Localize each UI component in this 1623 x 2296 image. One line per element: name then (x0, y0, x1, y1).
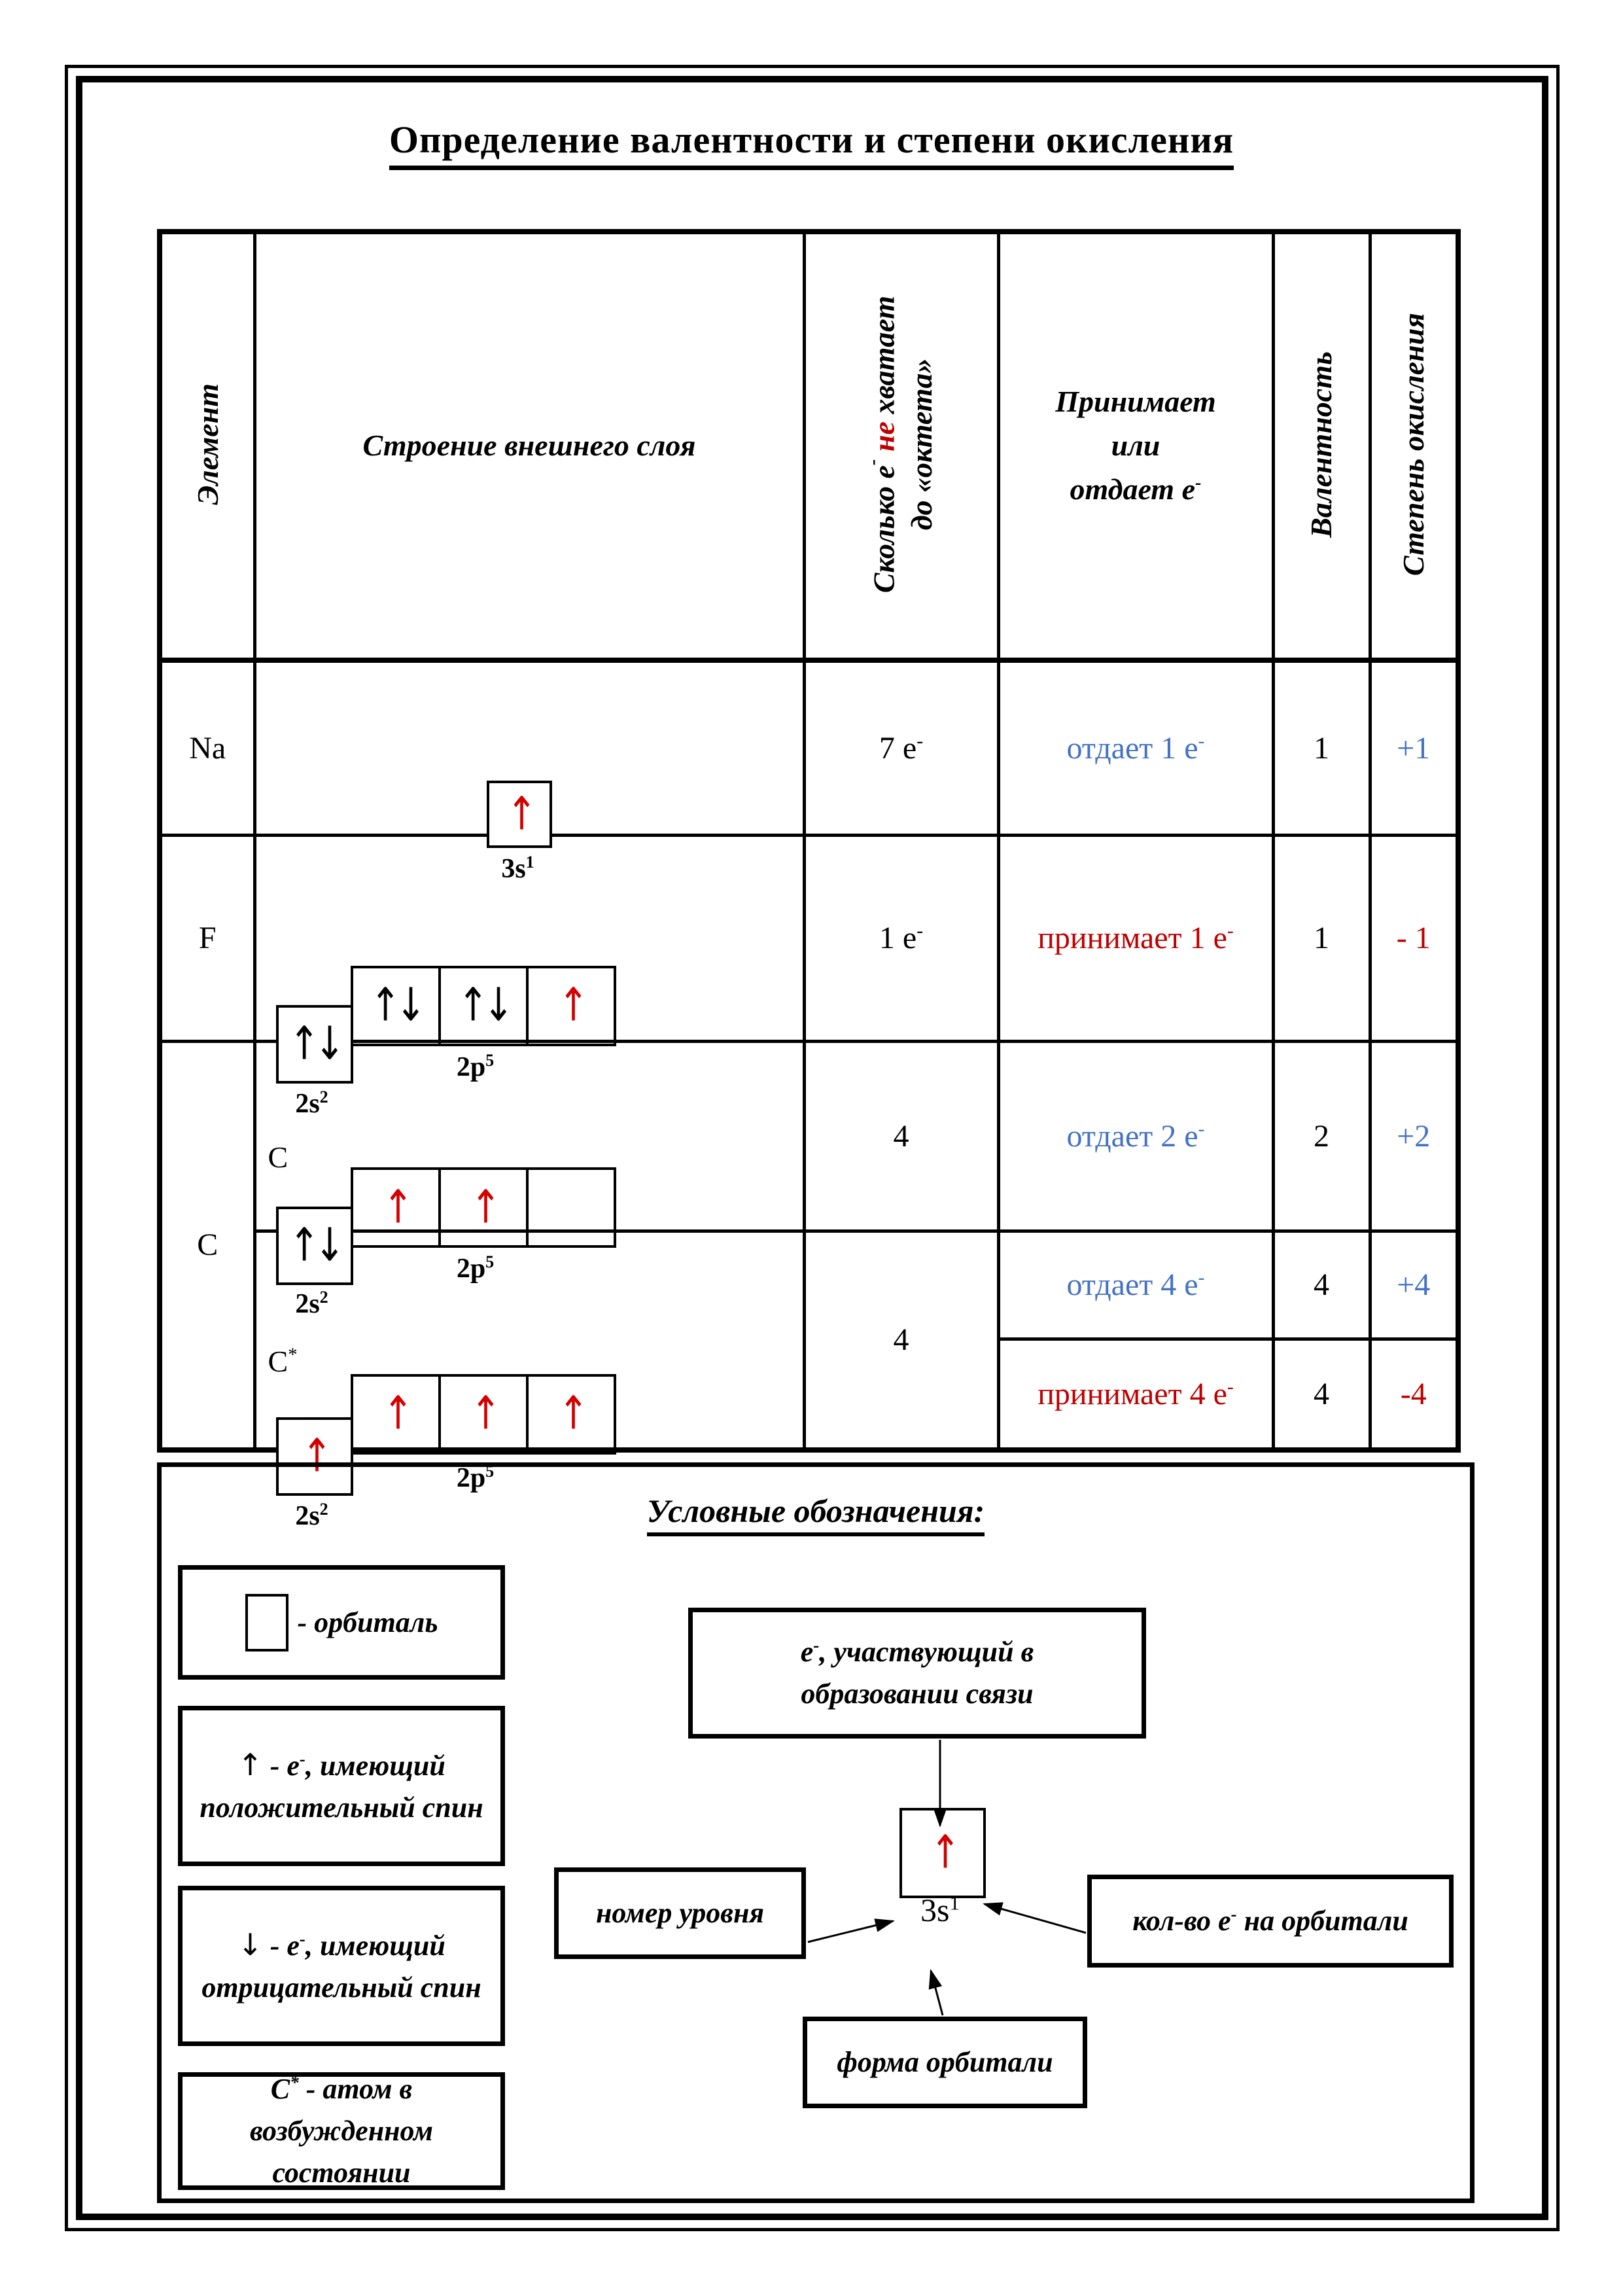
na-missing: 7 е- (804, 660, 998, 835)
na-structure (254, 660, 804, 885)
cx-action-give: отдает 4 е- (998, 1231, 1273, 1339)
header-structure: Строение внешнего слоя (254, 232, 804, 660)
spin-pair-icon: ↑↓ (288, 1017, 340, 1070)
f-p-label: $2p^5$ (456, 1050, 495, 1082)
legend-item-positive-spin: ↑ - е-, имеющий положительный спин (178, 1706, 505, 1866)
f-valence: 1 (1273, 835, 1370, 1041)
cx-state-label: C* (268, 1344, 298, 1378)
header-missing: Сколько е- не хватает до «октета» (804, 232, 998, 660)
p-orbital-group (351, 1374, 616, 1455)
page-title: Определение валентности и степени окисления (0, 118, 1623, 170)
header-valence: Валентность (1273, 232, 1370, 660)
spin-up-icon: ↑ (558, 978, 584, 1032)
c-p-label: $2p^5$ (456, 1252, 495, 1284)
header-element: Элемент (160, 232, 254, 660)
orbital-box (351, 966, 441, 1046)
orbital-box (351, 1167, 441, 1248)
orbital-box (487, 781, 552, 848)
legend-title: Условные обозначения: (162, 1492, 1470, 1536)
p-orbital-group (351, 1167, 616, 1248)
orbital-box (351, 1374, 441, 1455)
cx-action-take: принимает 4 е- (998, 1339, 1273, 1450)
legend-electron-count-box: кол-во е- на орбитали (1087, 1875, 1454, 1968)
na-orbital-label: $3s^1$ (501, 853, 534, 885)
orbital-box (438, 1167, 529, 1248)
na-element: Na (160, 660, 254, 835)
f-action: принимает 1 е- (998, 835, 1273, 1041)
cx-valence-give: 4 (1273, 1231, 1370, 1339)
c-oxidation: +2 (1370, 1041, 1458, 1231)
orbital-box (276, 1005, 353, 1084)
row-f (160, 835, 1458, 1041)
spin-up-icon: ↑ (470, 1387, 496, 1441)
legend-orbital-shape-box: форма орбитали (803, 2017, 1087, 2108)
spin-up-icon: ↑ (383, 1387, 408, 1441)
orbital-box (526, 966, 616, 1046)
orbital-box (438, 1374, 529, 1455)
na-action: отдает 1 е- (998, 660, 1273, 835)
spin-up-icon: ↑ (558, 1387, 584, 1441)
legend-item-excited-atom: C* - атом в возбужденном состоянии (178, 2072, 505, 2190)
spin-up-icon: ↑ (470, 1180, 496, 1234)
spin-pair-icon: ↑↓ (370, 978, 421, 1032)
spin-pair-icon: ↑↓ (288, 1218, 340, 1272)
legend-item-orbital: - орбиталь (178, 1565, 505, 1680)
orbital-box (526, 1374, 616, 1455)
down-arrow-icon: ↓ (237, 1927, 263, 1963)
legend-item-negative-spin: ↓ - е-, имеющий отрицательный спин (178, 1886, 505, 2046)
spin-up-icon: ↑ (383, 1180, 408, 1234)
c-missing: 4 (804, 1041, 998, 1231)
f-oxidation: - 1 (1370, 835, 1458, 1041)
f-element: F (160, 835, 254, 1041)
f-missing: 1 е- (804, 835, 998, 1041)
cx-s-label: $2s^2$ (295, 1499, 328, 1531)
c-action: отдает 2 е- (998, 1041, 1273, 1231)
cx-p-label: $2p^5$ (456, 1461, 495, 1493)
cx-valence-take: 4 (1273, 1339, 1370, 1450)
orbital-box (276, 1207, 353, 1285)
cx-oxidation-give: +4 (1370, 1231, 1458, 1339)
header-oxidation: Степень окисления (1370, 232, 1458, 660)
f-s-label: $2s^2$ (295, 1087, 328, 1119)
table-header-row (160, 232, 1458, 660)
orbital-box-icon (245, 1594, 288, 1651)
orbital-box (438, 966, 529, 1046)
c-element: C (160, 1041, 254, 1450)
na-oxidation: +1 (1370, 660, 1458, 835)
cx-missing: 4 (804, 1231, 998, 1450)
legend-panel (157, 1462, 1475, 2203)
spin-up-icon: ↑ (302, 1429, 327, 1483)
spin-pair-icon: ↑↓ (457, 978, 509, 1032)
c-s-label: $2s^2$ (295, 1288, 328, 1319)
p-orbital-group (351, 966, 616, 1046)
orbital-box-empty (526, 1167, 616, 1248)
row-na (160, 660, 1458, 835)
sample-orbital-label: $3s^1$ (920, 1891, 960, 1928)
legend-level-box: номер уровня (554, 1867, 806, 1959)
c-valence: 2 (1273, 1041, 1370, 1231)
up-arrow-icon: ↑ (237, 1747, 263, 1783)
sample-orbital-box (899, 1808, 986, 1898)
header-action: Принимает или отдает е- (998, 232, 1273, 660)
na-valence: 1 (1273, 660, 1370, 835)
spin-up-icon: ↑ (506, 787, 532, 841)
spin-up-icon: ↑ (930, 1826, 956, 1879)
c-state-label: C (268, 1140, 288, 1174)
cx-oxidation-take: -4 (1370, 1339, 1458, 1450)
legend-bonding-electron-box: е-, участвующий в образовании связи (688, 1608, 1146, 1739)
